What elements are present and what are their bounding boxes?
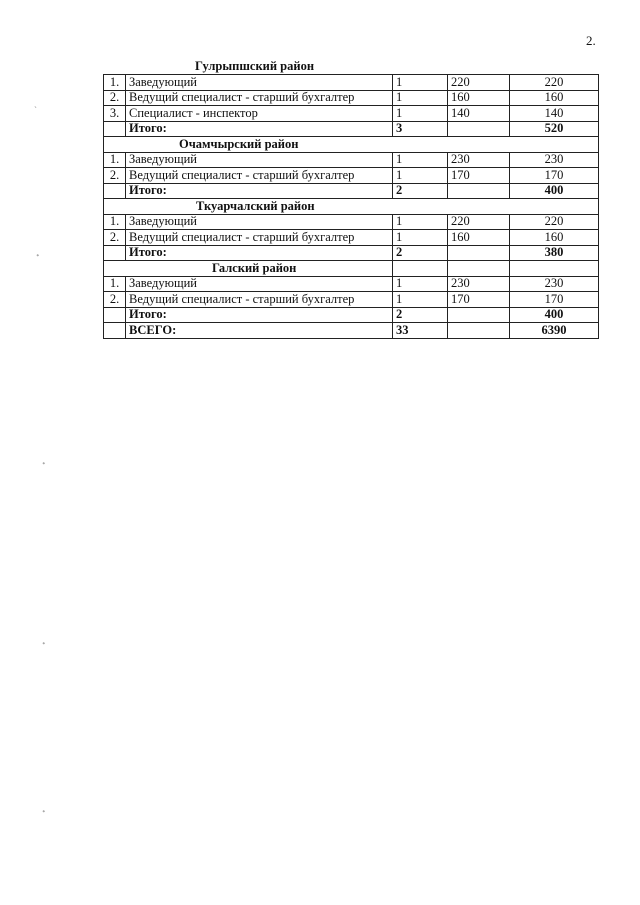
position-name: Ведущий специалист - старший бухгалтер	[126, 90, 393, 106]
table-row	[104, 106, 599, 122]
salary-total: 160	[510, 230, 599, 246]
table-row	[104, 276, 599, 292]
row-number: 2.	[104, 292, 126, 308]
row-number: 1.	[104, 152, 126, 168]
staff-count: 1	[393, 276, 448, 292]
subtotal-row	[104, 307, 599, 323]
salary-rate: 160	[448, 90, 510, 106]
scan-mark: ᐩ	[42, 460, 46, 470]
salary-rate: 170	[448, 168, 510, 184]
subtotal-sum: 520	[510, 121, 599, 137]
staff-count: 1	[393, 152, 448, 168]
position-name: Ведущий специалист - старший бухгалтер	[126, 292, 393, 308]
salary-total: 220	[510, 75, 599, 91]
table-row	[104, 214, 599, 230]
salary-rate: 160	[448, 230, 510, 246]
table-row	[104, 152, 599, 168]
table-row	[104, 75, 599, 91]
staff-count: 1	[393, 75, 448, 91]
subtotal-count: 2	[393, 245, 448, 261]
subtotal-row	[104, 183, 599, 199]
staff-count: 1	[393, 230, 448, 246]
staff-count: 1	[393, 292, 448, 308]
salary-total: 170	[510, 168, 599, 184]
salary-total: 160	[510, 90, 599, 106]
row-number: 2.	[104, 90, 126, 106]
grand-total-label: ВСЕГО:	[126, 323, 393, 339]
page-number: 2.	[586, 33, 596, 48]
salary-total: 170	[510, 292, 599, 308]
salary-rate: 140	[448, 106, 510, 122]
position-name: Заведующий	[126, 214, 393, 230]
scan-mark: ᐩ	[36, 252, 40, 262]
subtotal-label: Итого:	[126, 245, 393, 261]
section-title: Очамчырский район	[104, 137, 599, 153]
row-number: 2.	[104, 230, 126, 246]
row-number: 3.	[104, 106, 126, 122]
staff-count: 1	[393, 214, 448, 230]
section-header-row	[104, 261, 599, 277]
table-row	[104, 230, 599, 246]
row-number: 1.	[104, 214, 126, 230]
section-header-row	[104, 137, 599, 153]
staff-count: 1	[393, 106, 448, 122]
salary-rate: 230	[448, 152, 510, 168]
subtotal-sum: 380	[510, 245, 599, 261]
salary-total: 140	[510, 106, 599, 122]
staff-table	[103, 74, 599, 339]
subtotal-sum: 400	[510, 307, 599, 323]
position-name: Ведущий специалист - старший бухгалтер	[126, 230, 393, 246]
scan-mark: ᐩ	[42, 640, 46, 650]
table-row	[104, 90, 599, 106]
position-name: Ведущий специалист - старший бухгалтер	[126, 168, 393, 184]
salary-rate: 170	[448, 292, 510, 308]
salary-rate: 220	[448, 214, 510, 230]
subtotal-label: Итого:	[126, 183, 393, 199]
section-header-row	[104, 199, 599, 215]
grand-total-row	[104, 323, 599, 339]
subtotal-count: 2	[393, 183, 448, 199]
row-number: 1.	[104, 276, 126, 292]
grand-total-sum: 6390	[510, 323, 599, 339]
table-row	[104, 168, 599, 184]
staff-count: 1	[393, 168, 448, 184]
table-row	[104, 292, 599, 308]
subtotal-count: 3	[393, 121, 448, 137]
subtotal-row	[104, 121, 599, 137]
row-number: 1.	[104, 75, 126, 91]
salary-total: 230	[510, 152, 599, 168]
salary-total: 230	[510, 276, 599, 292]
scan-mark: ˎ	[34, 98, 37, 108]
position-name: Заведующий	[126, 152, 393, 168]
position-name: Специалист - инспектор	[126, 106, 393, 122]
position-name: Заведующий	[126, 276, 393, 292]
salary-rate: 220	[448, 75, 510, 91]
subtotal-label: Итого:	[126, 307, 393, 323]
section-title: Галский район	[104, 261, 393, 277]
subtotal-row	[104, 245, 599, 261]
subtotal-label: Итого:	[126, 121, 393, 137]
position-name: Заведующий	[126, 75, 393, 91]
row-number: 2.	[104, 168, 126, 184]
salary-total: 220	[510, 214, 599, 230]
staff-count: 1	[393, 90, 448, 106]
scan-mark: ᐩ	[42, 808, 46, 818]
salary-rate: 230	[448, 276, 510, 292]
subtotal-count: 2	[393, 307, 448, 323]
grand-total-count: 33	[393, 323, 448, 339]
section-title: Ткуарчалский район	[104, 199, 599, 215]
subtotal-sum: 400	[510, 183, 599, 199]
section-title: Гулрыпшский район	[195, 59, 315, 73]
